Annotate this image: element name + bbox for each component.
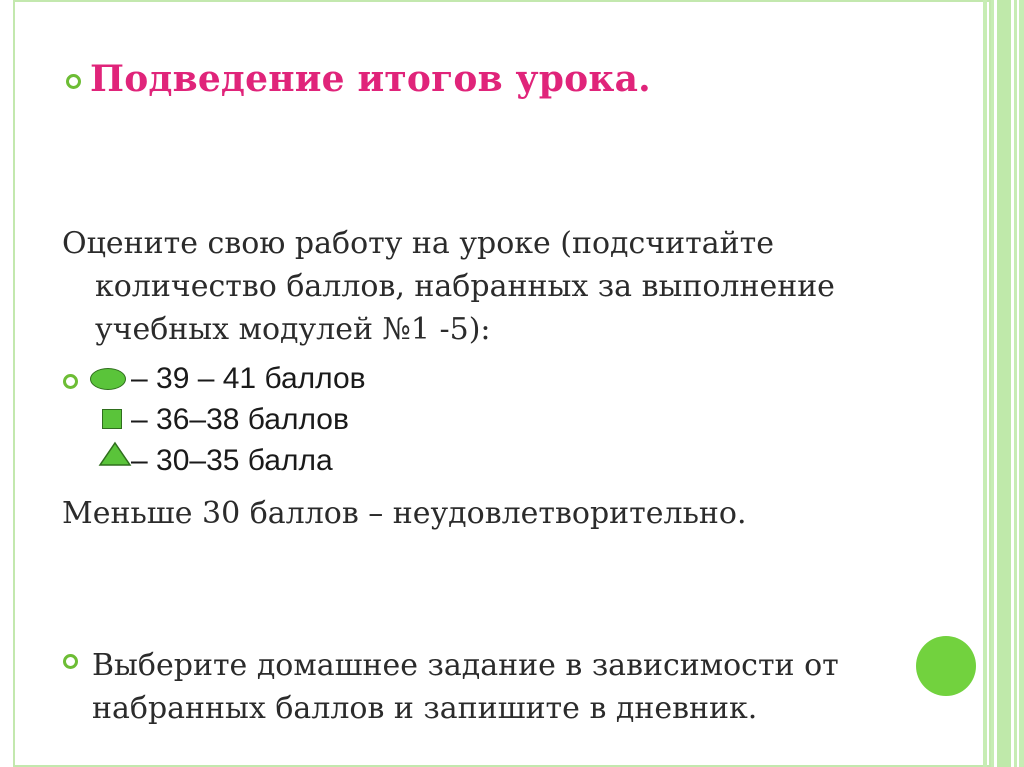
title-bullet-icon [66, 74, 81, 89]
green-ellipse-icon [90, 368, 126, 390]
decorative-stripe [997, 0, 1011, 767]
intro-paragraph [62, 222, 922, 351]
homework-line: Выберите домашнее задание в зависимости от [92, 648, 839, 683]
decorative-stripe [1019, 0, 1024, 767]
decorative-stripe [991, 0, 994, 767]
intro-line: учебных модулей №1 -5): [95, 312, 491, 347]
homework-paragraph [92, 644, 892, 730]
decorative-stripe [1014, 0, 1017, 767]
intro-line: Оцените свою работу на уроке (подсчитайте [62, 226, 774, 261]
green-triangle-icon [98, 441, 132, 467]
intro-line: количество баллов, набранных за выполнение [95, 269, 835, 304]
fail-text: Меньше 30 баллов – неудовлетворительно. [62, 496, 747, 531]
decorative-green-circle [916, 636, 976, 696]
grade-satisfactory-text: – 30–35 балла [131, 444, 333, 477]
grades-bullet-icon [63, 374, 78, 389]
homework-line: набранных баллов и запишите в дневник. [92, 691, 758, 726]
decorative-stripe [983, 0, 987, 767]
grade-good-text: – 36–38 баллов [131, 403, 349, 436]
homework-bullet-icon [63, 654, 78, 669]
green-square-icon [102, 409, 122, 429]
slide-title: Подведение итогов урока. [90, 58, 651, 100]
grade-excellent-text: – 39 – 41 баллов [131, 362, 366, 395]
